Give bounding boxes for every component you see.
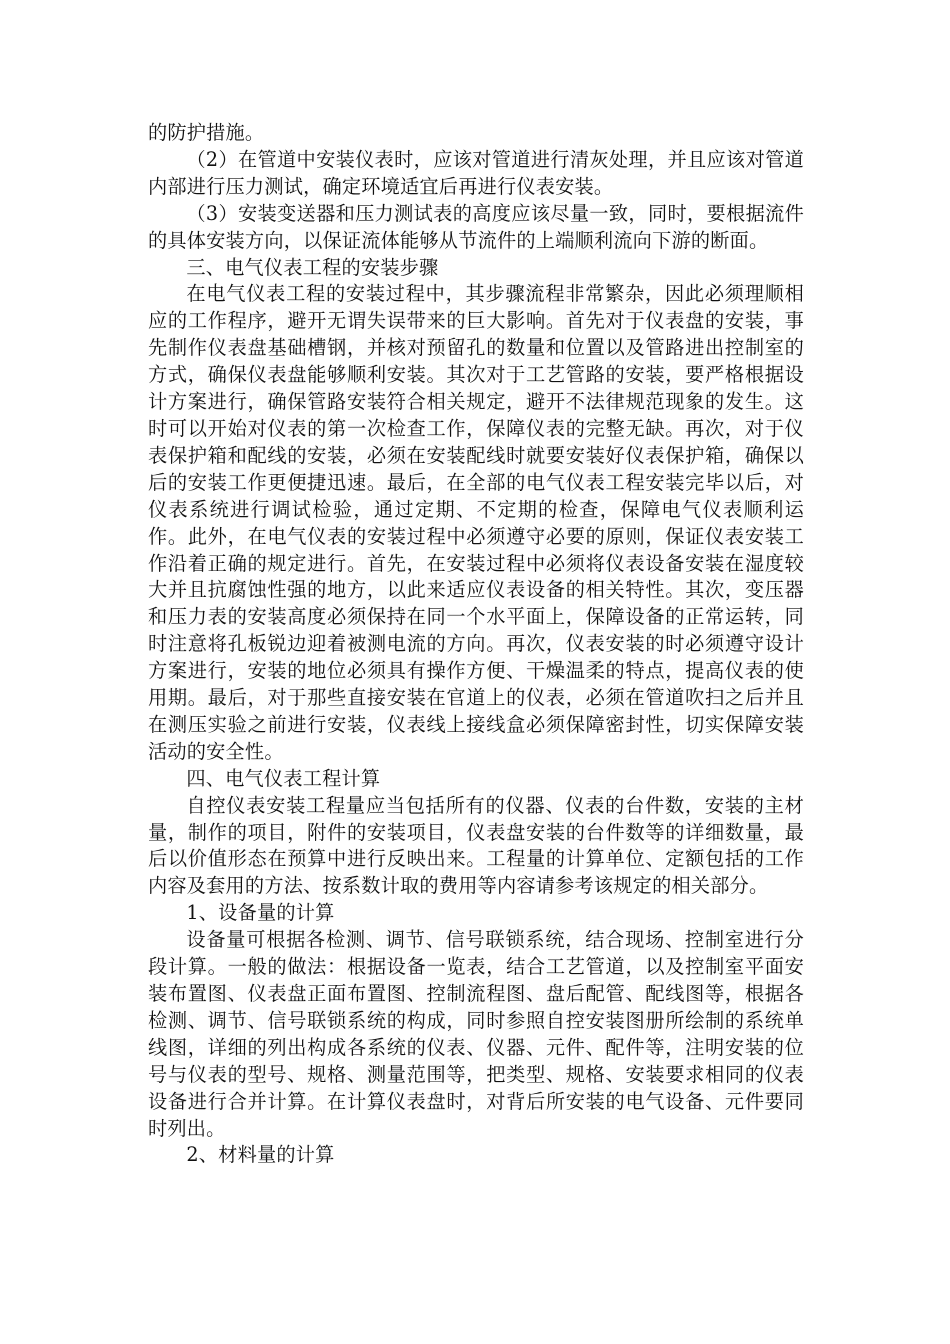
paragraph-continuation: 的防护措施。: [148, 121, 265, 144]
paragraph-installation-steps: 在电气仪表工程的安装过程中，其步骤流程非常繁杂，因此必须理顺相应的工作程序，避开无谓失误带来的巨大影响。首先对于仪表盘的安装，事先制作仪表盘基础槽钢，并核对预留孔的数量和位置以及管路进出控制室的方式，确保仪表盘能够顺利安装。其次对于工艺管路的安装，要严格根据设计方案进行，确保管路安装符合相关规定，避开不法律规范现象的发生。这时可以开始对仪表的第一次检查工作，保障仪表的完整无缺。再次，对于仪表保护箱和配线的安装，必须在安装配线时就要安装好仪表保护箱，确保以后的安装工作更便捷迅速。最后，在全部的电气仪表工程安装完毕以后，对仪表系统进行调试检验，通过定期、不定期的检查，保障电气仪表顺利运作。此外，在电气仪表的安装过程中必须遵守必要的原则，保证仪表安装工作沿着正确的规定进行。首先，在安装过程中必须将仪表设备安装在湿度较大并且抗腐蚀性强的地方，以此来适应仪表设备的相关特性。其次，变压器和压力表的安装高度必须保持在同一个水平面上，保障设备的正常运转，同时注意将孔板锐边迎着被测电流的方向。再次，仪表安装的时必须遵守设计方案进行，安装的地位必须具有操作方便、干燥温柔的特点，提高仪表的使用期。最后，对于那些直接安装在官道上的仪表，必须在管道吹扫之后并且在测压实验之前进行安装，仪表线上接线盒必须保障密封性，切实保障安装活动的安全性。: [148, 282, 804, 763]
subsection-heading-1: 1、设备量的计算: [186, 901, 335, 925]
paragraph-engineering-calculation: 自控仪表安装工程量应当包括所有的仪器、仪表的台件数，安装的主材量，制作的项目，附件的安装项目，仪表盘安装的台件数等的详细数量，最后以价值形态在预算中进行反映出来。工程量的计算单位、定额包括的工作内容及套用的方法、按系数计取的费用等内容请参考该规定的相关部分。: [148, 793, 804, 898]
subsection-heading-2: 2、材料量的计算: [186, 1143, 335, 1167]
document-body: [148, 120, 804, 1169]
section-heading-4: 四、电气仪表工程计算: [186, 766, 381, 790]
paragraph-item-2: （2）在管道中安装仪表时，应该对管道进行清灰处理，并且应该对管道内部进行压力测试，确定环境适宜后再进行仪表安装。: [148, 147, 804, 198]
paragraph-equipment-calculation: 设备量可根据各检测、调节、信号联锁系统，结合现场、控制室进行分段计算。一般的做法：根据设备一览表，结合工艺管道，以及控制室平面安装布置图、仪表盘正面布置图、控制流程图、盘后配管、配线图等，根据各检测、调节、信号联锁系统的构成，同时参照自控安装图册所绘制的系统单线图，详细的列出构成各系统的仪表、仪器、元件、配件等，注明安装的位号与仪表的型号、规格、测量范围等，把类型、规格、安装要求相同的仪表设备进行合并计算。在计算仪表盘时，对背后所安装的电气设备、元件要同时列出。: [148, 928, 804, 1140]
section-heading-3: 三、电气仪表工程的安装步骤: [186, 255, 439, 279]
paragraph-item-3: （3）安装变送器和压力测试表的高度应该尽量一致，同时，要根据流件的具体安装方向，以保证流体能够从节流件的上端顺利流向下游的断面。: [148, 201, 804, 252]
